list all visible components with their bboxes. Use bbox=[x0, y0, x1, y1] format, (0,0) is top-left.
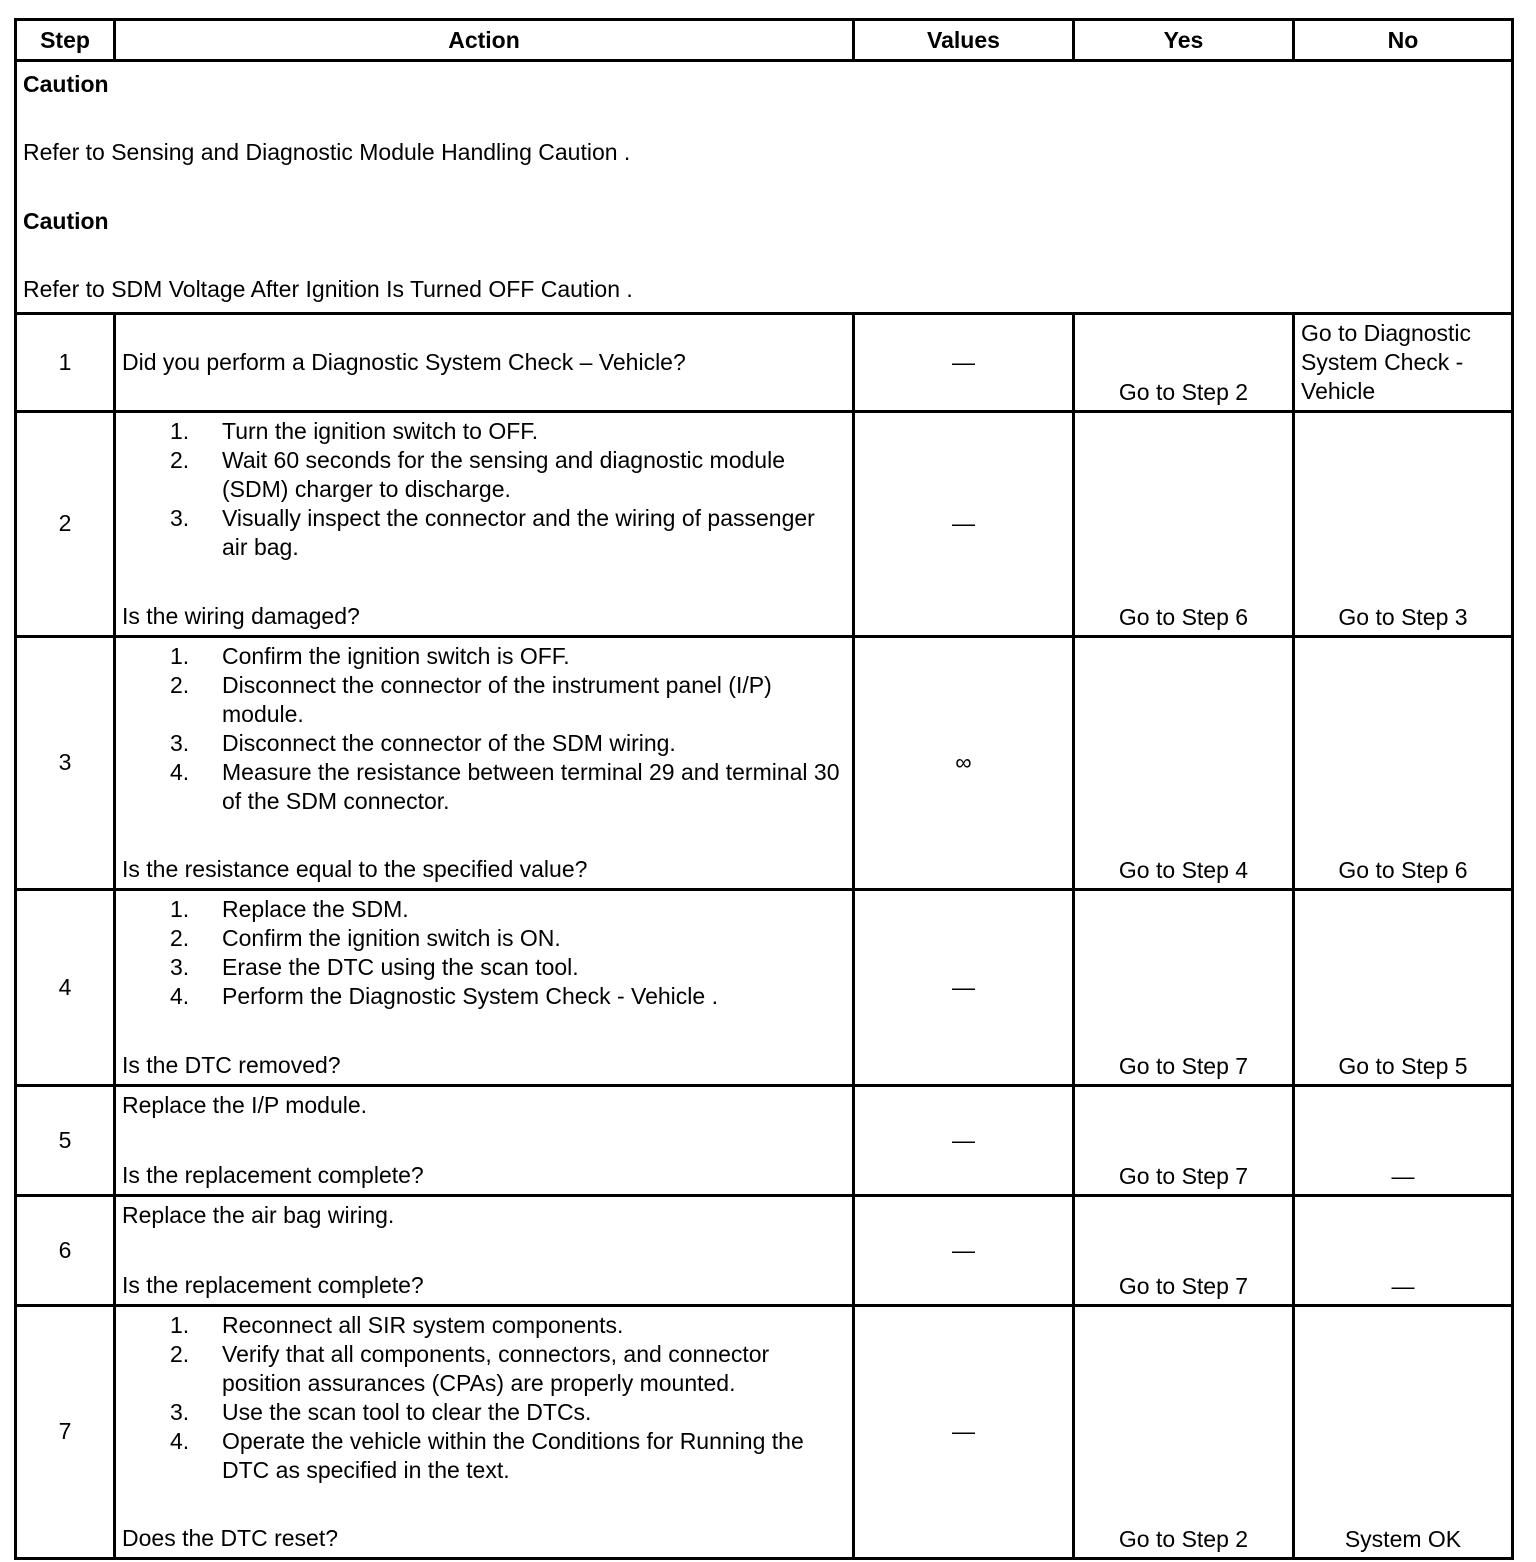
action-step-item: 1. Reconnect all SIR system components. bbox=[170, 1311, 624, 1338]
action-step-item: 4. Operate the vehicle within the Conditions for Running the DTC as specified in the text. bbox=[170, 1427, 804, 1483]
diagnostic-table bbox=[14, 18, 1514, 1560]
action-cell bbox=[115, 889, 854, 1085]
value-cell: ∞ bbox=[854, 636, 1074, 889]
table-row bbox=[16, 1195, 1513, 1305]
yes-cell: Go to Step 7 bbox=[1074, 1085, 1294, 1195]
action-steps bbox=[122, 642, 846, 816]
action-step-item: 1. Replace the SDM. bbox=[170, 895, 409, 922]
step-number: 1 bbox=[16, 314, 115, 411]
caution-text-1: Refer to Sensing and Diagnostic Module Handling Caution . bbox=[23, 139, 631, 166]
no-cell: Go to Step 3 bbox=[1294, 411, 1513, 636]
action-step-item: 2. Wait 60 seconds for the sensing and diagnostic module (SDM) charger to discharge. bbox=[170, 446, 785, 502]
action-step-item: 1. Turn the ignition switch to OFF. bbox=[170, 417, 539, 444]
action-question: Did you perform a Diagnostic System Check – Vehicle? bbox=[122, 349, 686, 375]
caution-title-1: Caution bbox=[23, 71, 109, 97]
step-number: 3 bbox=[16, 636, 115, 889]
step-number: 6 bbox=[16, 1195, 115, 1305]
no-cell: System OK bbox=[1294, 1305, 1513, 1558]
step-number: 4 bbox=[16, 889, 115, 1085]
value-cell: — bbox=[854, 1195, 1074, 1305]
no-cell: Go to Step 5 bbox=[1294, 889, 1513, 1085]
action-question: Does the DTC reset? bbox=[122, 1524, 339, 1551]
action-question: Is the resistance equal to the specified value? bbox=[122, 855, 588, 882]
table-row bbox=[16, 1085, 1513, 1195]
action-step-item: 1. Confirm the ignition switch is OFF. bbox=[170, 642, 570, 669]
action-text: Replace the air bag wiring. bbox=[122, 1201, 395, 1228]
caution-cell bbox=[16, 61, 1513, 314]
action-cell bbox=[115, 1085, 854, 1195]
action-cell bbox=[115, 314, 854, 411]
action-steps bbox=[122, 895, 846, 1011]
step-number: 2 bbox=[16, 411, 115, 636]
no-cell: — bbox=[1294, 1195, 1513, 1305]
action-question: Is the replacement complete? bbox=[122, 1161, 424, 1188]
yes-cell: Go to Step 4 bbox=[1074, 636, 1294, 889]
caution-row bbox=[16, 61, 1513, 314]
value-cell: — bbox=[854, 1305, 1074, 1558]
no-cell: Go to Step 6 bbox=[1294, 636, 1513, 889]
action-cell bbox=[115, 636, 854, 889]
action-steps bbox=[122, 1311, 846, 1485]
action-question: Is the DTC removed? bbox=[122, 1051, 341, 1078]
action-steps bbox=[122, 417, 846, 562]
action-step-item: 2. Verify that all components, connectors, and connector position assurances (CPAs) are properly mounted. bbox=[170, 1340, 770, 1396]
action-text: Replace the I/P module. bbox=[122, 1091, 368, 1118]
action-step-item: 4. Measure the resistance between terminal 29 and terminal 30 of the SDM connector. bbox=[170, 758, 840, 814]
action-step-item: 3. Disconnect the connector of the SDM wiring. bbox=[170, 729, 676, 756]
action-question: Is the wiring damaged? bbox=[122, 602, 360, 629]
step-number: 5 bbox=[16, 1085, 115, 1195]
value-cell: — bbox=[854, 1085, 1074, 1195]
no-cell: Go to Diagnostic System Check - Vehicle bbox=[1294, 314, 1513, 411]
table-row bbox=[16, 889, 1513, 1085]
header-values: Values bbox=[854, 20, 1074, 61]
table-row bbox=[16, 1305, 1513, 1558]
table-row bbox=[16, 411, 1513, 636]
yes-cell: Go to Step 2 bbox=[1074, 1305, 1294, 1558]
action-question: Is the replacement complete? bbox=[122, 1271, 424, 1298]
header-no: No bbox=[1294, 20, 1513, 61]
action-step-item: 4. Perform the Diagnostic System Check - Vehicle . bbox=[170, 982, 718, 1009]
value-cell: — bbox=[854, 314, 1074, 411]
no-cell: — bbox=[1294, 1085, 1513, 1195]
header-yes: Yes bbox=[1074, 20, 1294, 61]
yes-cell: Go to Step 6 bbox=[1074, 411, 1294, 636]
yes-cell: Go to Step 2 bbox=[1074, 314, 1294, 411]
header-row bbox=[16, 20, 1513, 61]
table-row bbox=[16, 636, 1513, 889]
yes-cell: Go to Step 7 bbox=[1074, 1195, 1294, 1305]
yes-cell: Go to Step 7 bbox=[1074, 889, 1294, 1085]
table-row bbox=[16, 314, 1513, 411]
header-step: Step bbox=[16, 20, 115, 61]
action-cell bbox=[115, 411, 854, 636]
step-number: 7 bbox=[16, 1305, 115, 1558]
action-cell bbox=[115, 1305, 854, 1558]
action-step-item: 3. Visually inspect the connector and the wiring of passenger air bag. bbox=[170, 504, 815, 560]
action-cell bbox=[115, 1195, 854, 1305]
value-cell: — bbox=[854, 889, 1074, 1085]
caution-text-2: Refer to SDM Voltage After Ignition Is Turned OFF Caution . bbox=[23, 276, 633, 303]
value-cell: — bbox=[854, 411, 1074, 636]
action-step-item: 3. Erase the DTC using the scan tool. bbox=[170, 953, 579, 980]
action-step-item: 2. Confirm the ignition switch is ON. bbox=[170, 924, 561, 951]
action-step-item: 3. Use the scan tool to clear the DTCs. bbox=[170, 1398, 592, 1425]
header-action: Action bbox=[115, 20, 854, 61]
action-step-item: 2. Disconnect the connector of the instrument panel (I/P) module. bbox=[170, 671, 772, 727]
caution-title-2: Caution bbox=[23, 207, 109, 234]
